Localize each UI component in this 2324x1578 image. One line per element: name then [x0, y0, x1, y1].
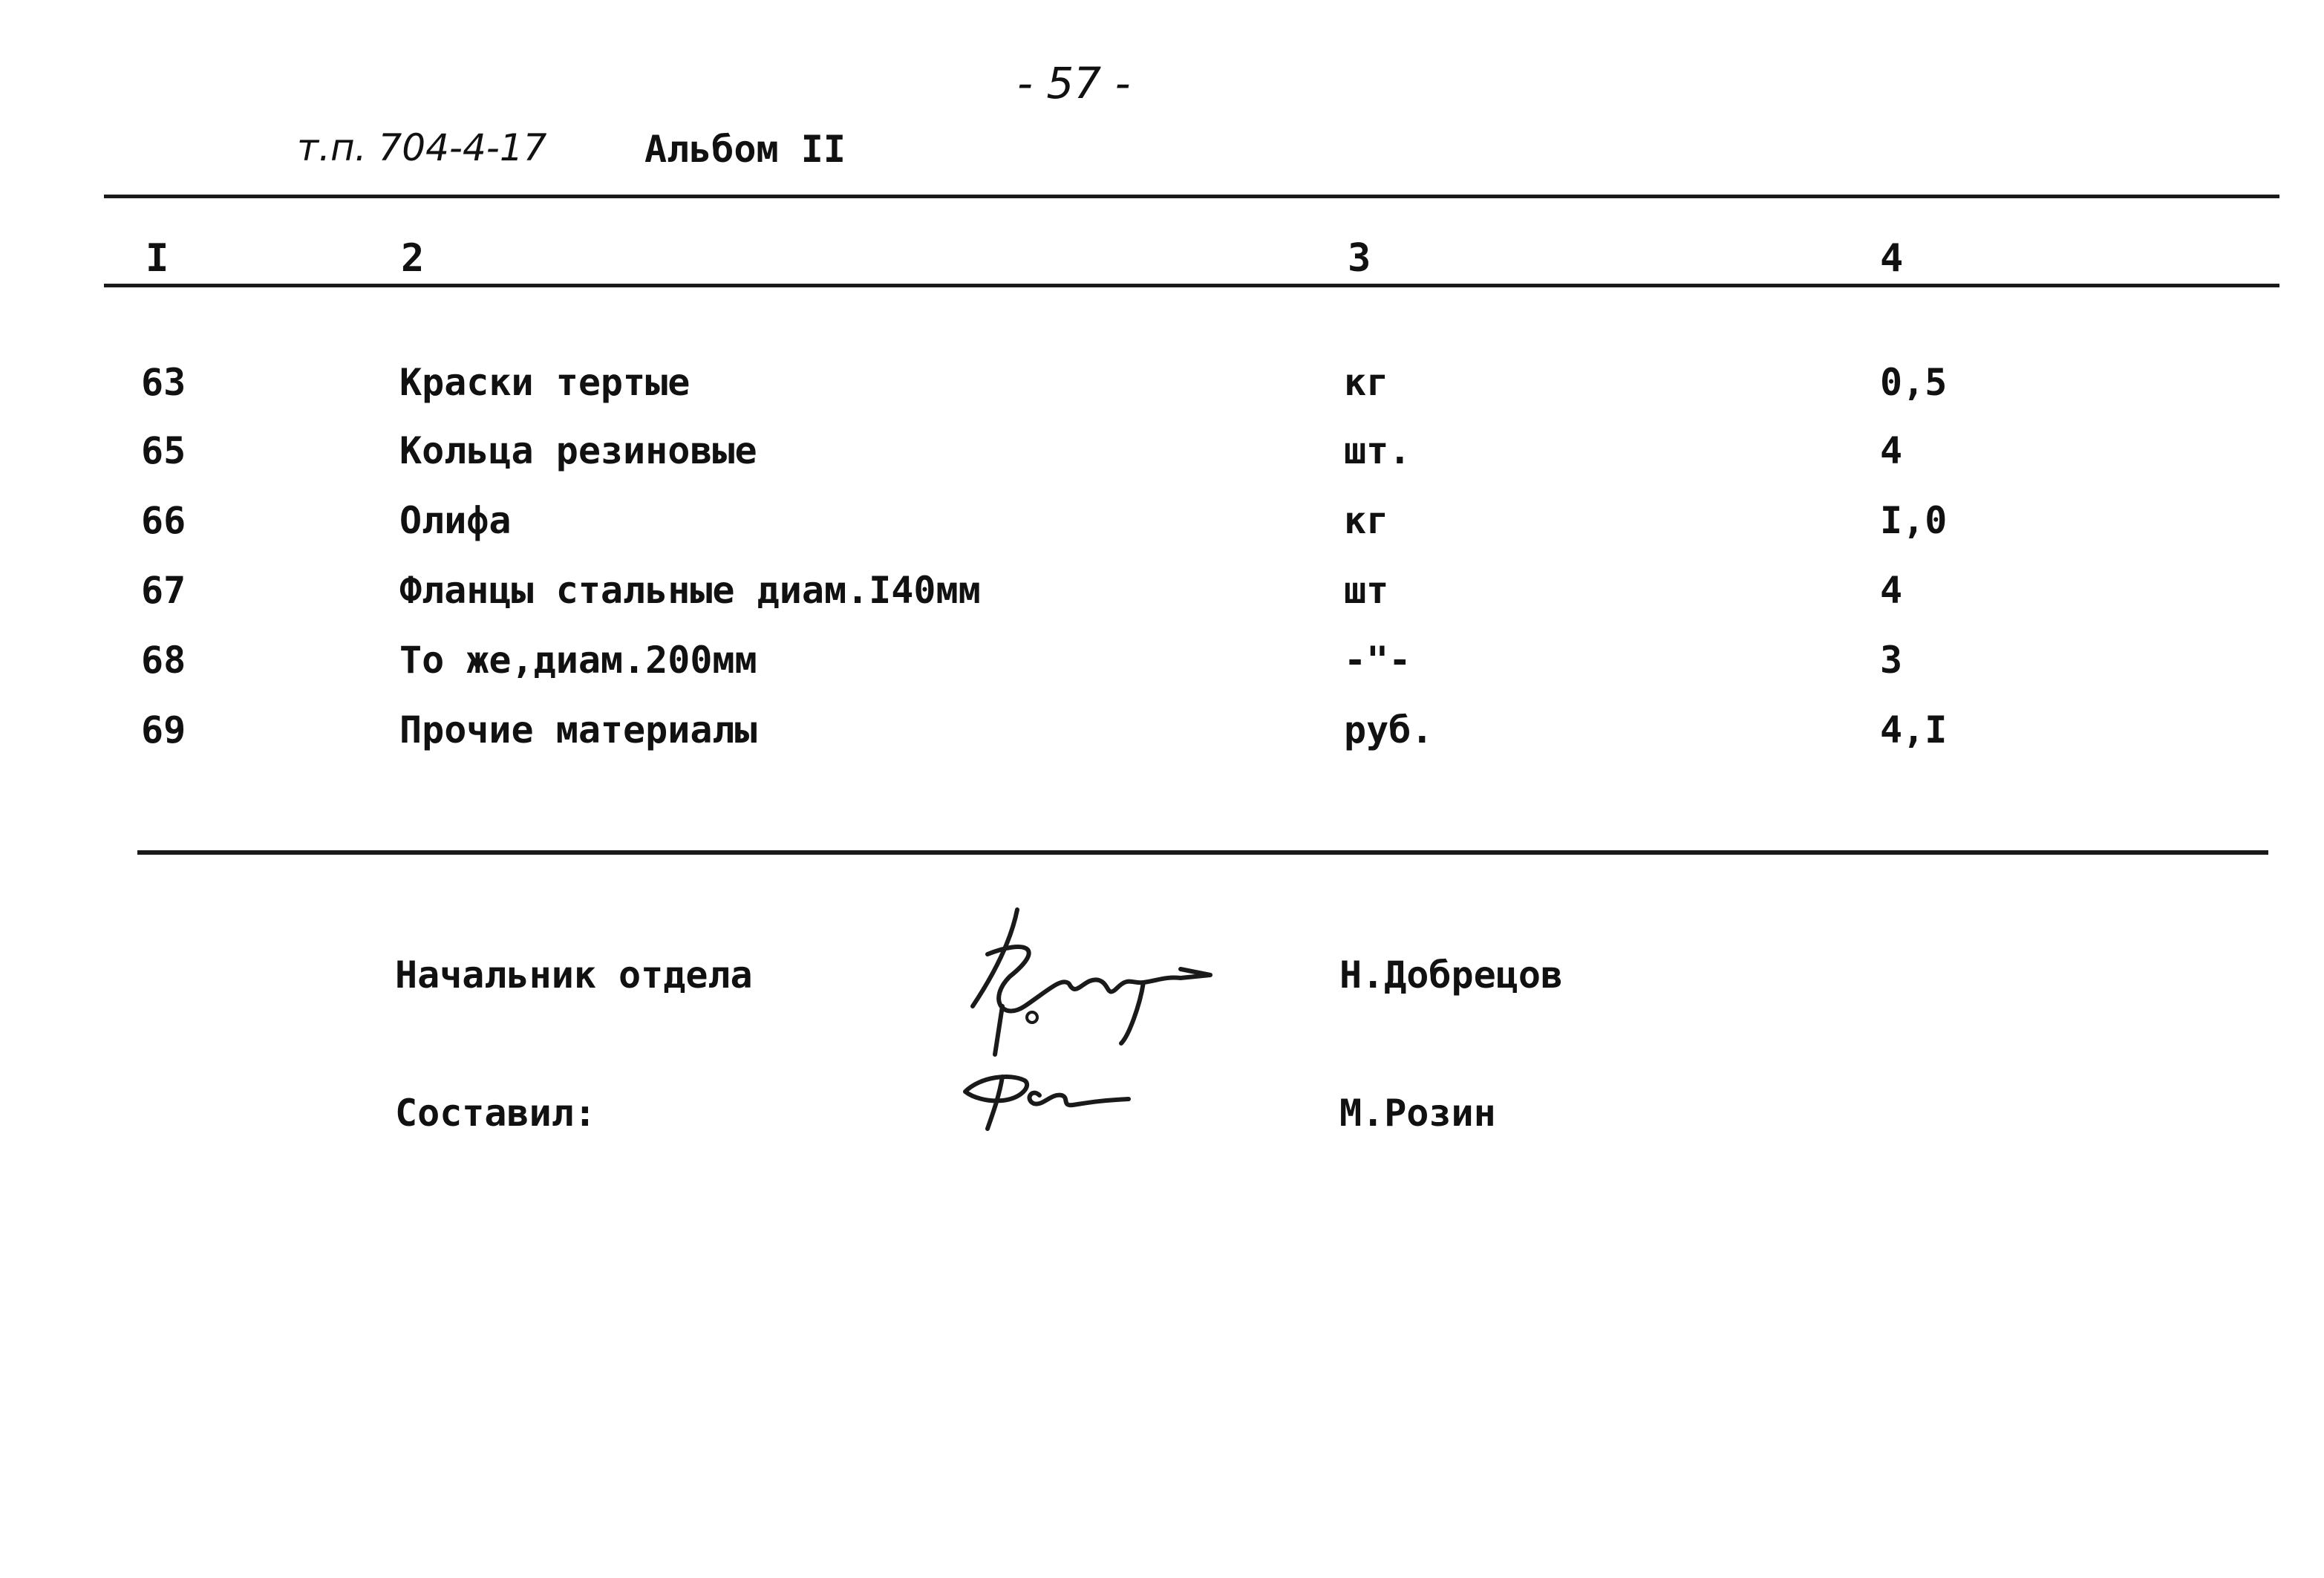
header-rule [104, 284, 2279, 287]
row-number: 69 [141, 708, 186, 751]
row-quantity: I,0 [1880, 499, 1948, 542]
row-quantity: 3 [1880, 639, 1903, 682]
column-header-4: 4 [1880, 236, 1904, 281]
row-quantity: 4,I [1880, 708, 1948, 751]
row-name: Прочие материалы [399, 708, 757, 751]
signature-name-1: Н.Добрецов [1339, 953, 1564, 997]
signature-role-department-head: Начальник отдела [395, 953, 753, 997]
column-header-2: 2 [401, 236, 425, 281]
row-quantity: 4 [1880, 569, 1903, 612]
row-name: То же,диам.200мм [399, 639, 757, 682]
row-number: 68 [141, 639, 186, 682]
row-number: 63 [141, 361, 186, 404]
row-unit: шт [1344, 569, 1389, 612]
row-unit: -"- [1344, 639, 1411, 682]
row-unit: шт. [1344, 429, 1411, 472]
row-quantity: 0,5 [1880, 361, 1948, 404]
column-header-3: 3 [1348, 236, 1371, 281]
row-quantity: 4 [1880, 429, 1903, 472]
row-number: 67 [141, 569, 186, 612]
row-unit: руб. [1344, 708, 1434, 751]
signature-role-compiled-by: Составил: [395, 1092, 596, 1135]
row-number: 66 [141, 499, 186, 542]
top-rule [104, 195, 2279, 198]
handwritten-signature-2 [950, 1062, 1173, 1136]
row-unit: кг [1344, 361, 1389, 404]
album-label: Альбом II [644, 128, 846, 171]
row-name: Краски тертые [399, 361, 691, 404]
row-name: Фланцы стальные диам.I40мм [399, 569, 981, 612]
row-unit: кг [1344, 499, 1389, 542]
signature-name-2: М.Розин [1339, 1092, 1496, 1135]
row-name: Кольца резиновые [399, 429, 757, 472]
handwritten-signature-1 [958, 895, 1240, 1066]
row-name: Олифа [399, 499, 512, 542]
row-number: 65 [141, 429, 186, 472]
page-number: - 57 - [1017, 58, 1131, 108]
column-header-1: I [146, 236, 169, 281]
document-reference: т.п. 704-4-17 [297, 126, 547, 169]
bottom-rule [137, 850, 2268, 855]
